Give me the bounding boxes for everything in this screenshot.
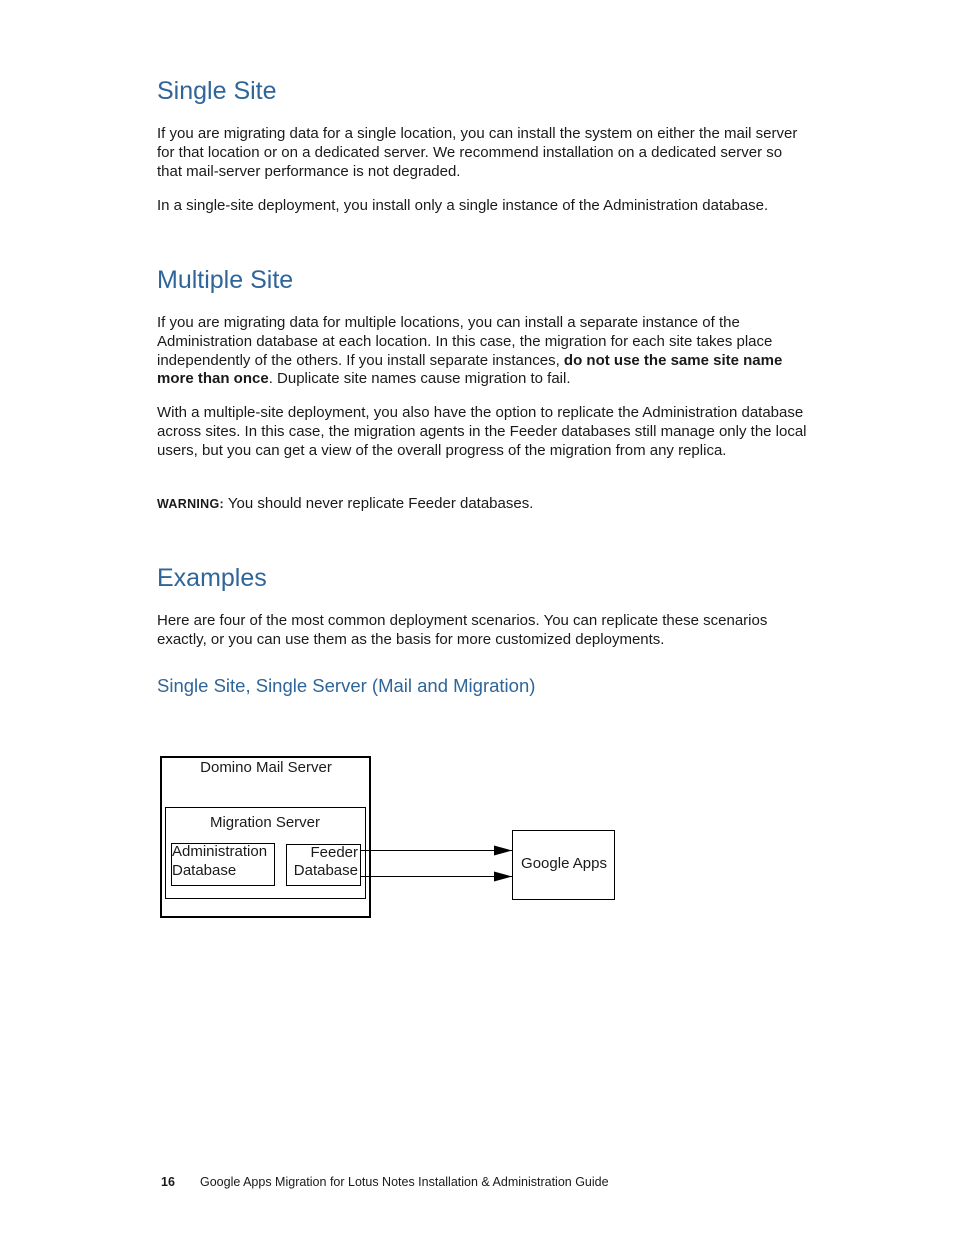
heading-single-site: Single Site [157, 77, 277, 105]
single-site-paragraph-2: In a single-site deployment, you install only a single instance of the Administration database. [157, 197, 769, 214]
heading-multiple-site: Multiple Site [157, 266, 294, 294]
subheading-single-site-single-server: Single Site, Single Server (Mail and Migration) [157, 675, 536, 696]
administration-database-label-line2: Database [172, 862, 237, 879]
examples-paragraph-1: Here are four of the most common deployment scenarios. You can replicate these scenarios exactly, or you can use them as the basis for more customized deployments. [157, 612, 768, 648]
migration-server-label: Migration Server [209, 814, 321, 831]
footer-title: Google Apps Migration for Lotus Notes Installation & Administration Guide [200, 1175, 609, 1189]
multiple-site-paragraph-1-text-a: If you are migrating data for multiple locations, you can install a separate instance of the Administration database at each location. In this case, the migration for each site takes place independently of the others. If you install separate instances, [157, 314, 773, 369]
administration-database-label-line1: Administration [172, 843, 268, 860]
multiple-site-paragraph-1-bold: do not use the same site name more than once [157, 351, 783, 388]
multiple-site-paragraph-1 [157, 314, 807, 389]
domino-mail-server-label: Domino Mail Server [200, 759, 332, 776]
page-number: 16 [161, 1175, 175, 1189]
warning-label: WARNING: [157, 497, 224, 511]
google-apps-label: Google Apps [521, 855, 607, 872]
feeder-database-label-line1: Feeder [310, 844, 358, 861]
domino-mail-server-box [161, 757, 370, 917]
multiple-site-paragraph-2: With a multiple-site deployment, you also have the option to replicate the Administration database across sites. In this case, the migration agents in the Feeder databases still manage only the local users, but you can get a view of the overall progress of the migration from any replica. [157, 404, 807, 459]
heading-examples: Examples [157, 564, 267, 592]
single-site-paragraph-1: If you are migrating data for a single location, you can install the system on either the mail server for that location or on a dedicated server. We recommend installation on a dedicated server so that mail-server performance is not degraded. [157, 125, 798, 180]
deployment-diagram [150, 745, 630, 930]
feeder-database-label-line2: Database [293, 862, 358, 879]
warning-note [157, 495, 807, 514]
warning-text: You should never replicate Feeder databases. [223, 495, 534, 512]
multiple-site-paragraph-1-text-b: . Duplicate site names cause migration to fail. [268, 370, 571, 388]
